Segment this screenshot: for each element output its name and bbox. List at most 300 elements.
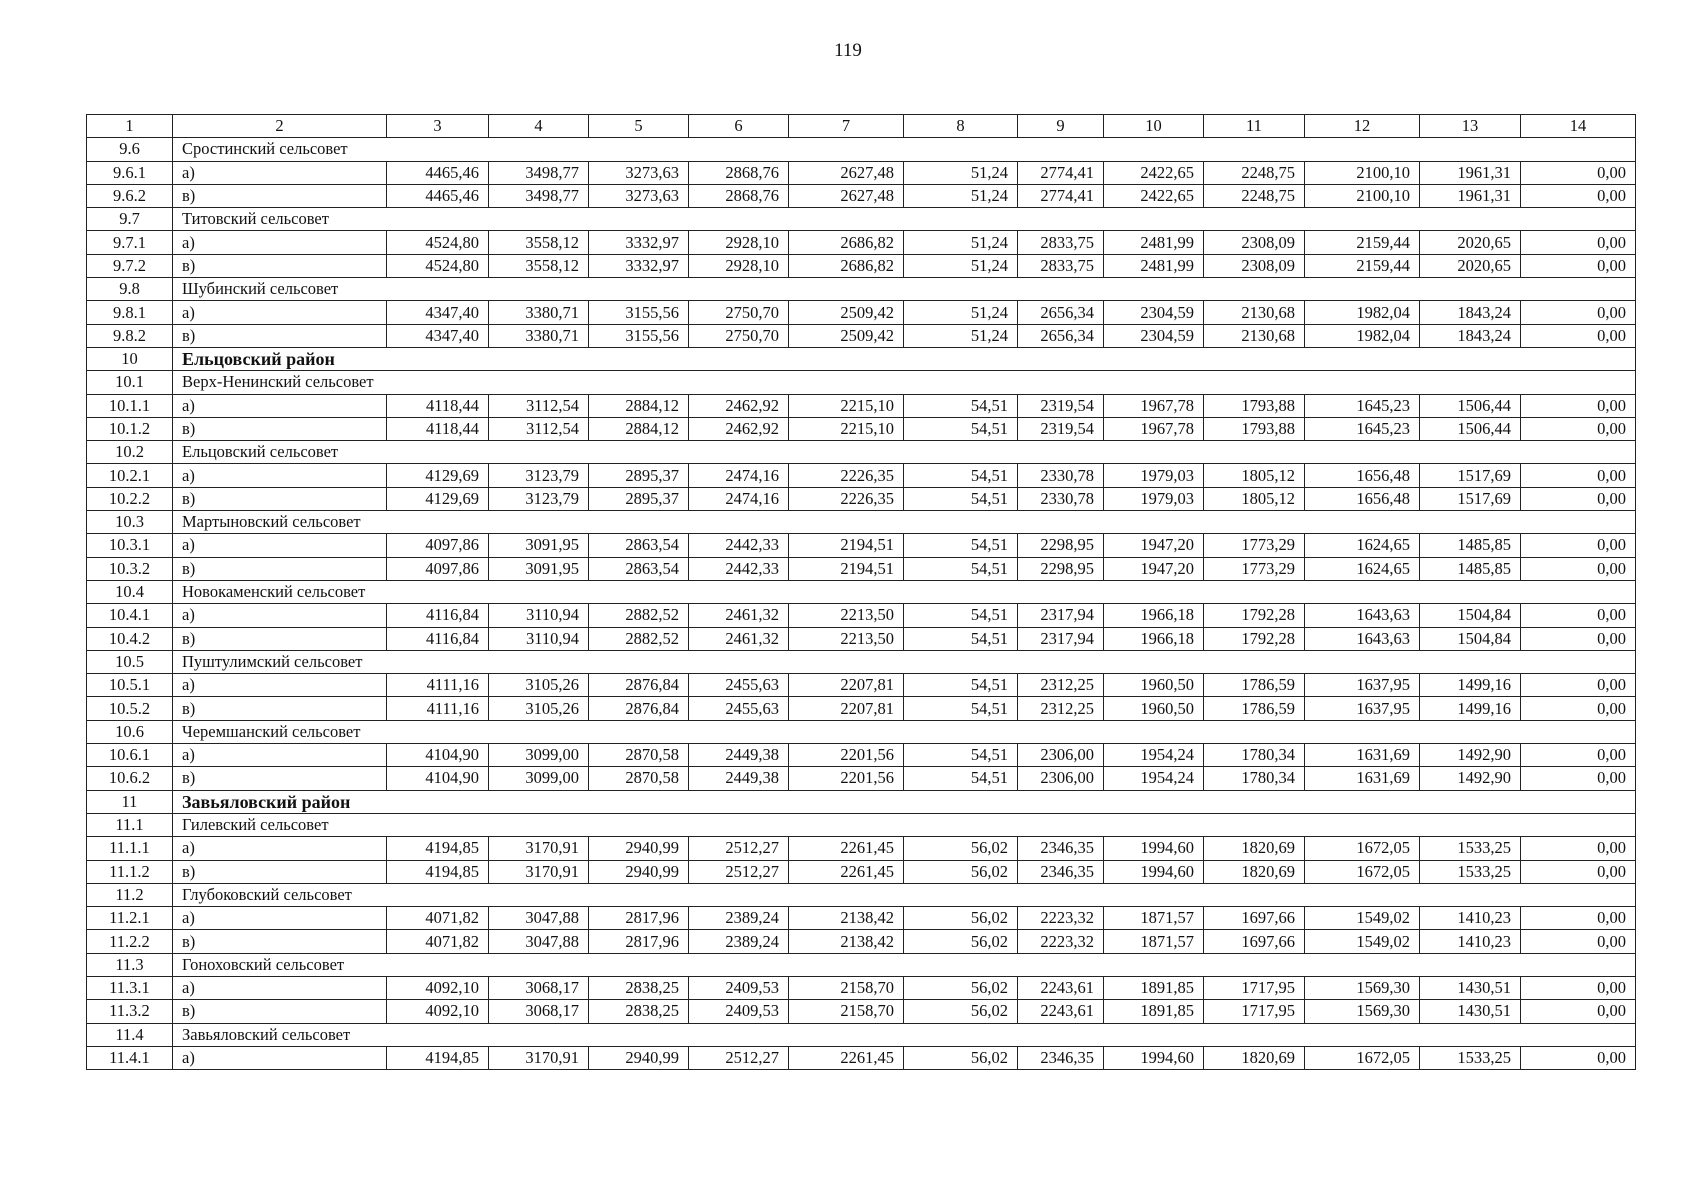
value-cell: 2312,25 [1018, 697, 1104, 720]
value-cell: 4071,82 [387, 907, 489, 930]
row-code: 9.8 [87, 278, 173, 301]
table-row [87, 697, 1636, 720]
value-cell: 2876,84 [589, 674, 689, 697]
value-cell: 54,51 [904, 767, 1018, 790]
value-cell: 1979,03 [1104, 487, 1204, 510]
value-cell: 56,02 [904, 930, 1018, 953]
value-cell: 4465,46 [387, 161, 489, 184]
value-cell: 2100,10 [1305, 184, 1420, 207]
row-label: в) [173, 324, 387, 347]
value-cell: 1430,51 [1420, 976, 1521, 999]
value-cell: 2223,32 [1018, 907, 1104, 930]
column-header: 13 [1420, 115, 1521, 138]
value-cell: 2317,94 [1018, 604, 1104, 627]
value-cell: 2319,54 [1018, 394, 1104, 417]
value-cell: 1533,25 [1420, 860, 1521, 883]
value-cell: 1843,24 [1420, 324, 1521, 347]
value-cell: 2346,35 [1018, 860, 1104, 883]
value-cell: 2627,48 [789, 184, 904, 207]
value-cell: 2215,10 [789, 417, 904, 440]
section-name: Шубинский сельсовет [173, 278, 1636, 301]
value-cell: 1506,44 [1420, 417, 1521, 440]
value-cell: 3110,94 [489, 604, 589, 627]
value-cell: 2455,63 [689, 697, 789, 720]
value-cell: 54,51 [904, 744, 1018, 767]
value-cell: 3091,95 [489, 534, 589, 557]
value-cell: 0,00 [1521, 487, 1636, 510]
row-code: 10.1 [87, 371, 173, 394]
row-code: 10.1.2 [87, 417, 173, 440]
row-code: 11.3.2 [87, 1000, 173, 1023]
value-cell: 2461,32 [689, 604, 789, 627]
value-cell: 54,51 [904, 557, 1018, 580]
value-cell: 2020,65 [1420, 254, 1521, 277]
value-cell: 1506,44 [1420, 394, 1521, 417]
value-cell: 4347,40 [387, 324, 489, 347]
table-row [87, 254, 1636, 277]
value-cell: 2312,25 [1018, 674, 1104, 697]
column-header: 1 [87, 115, 173, 138]
value-cell: 1960,50 [1104, 697, 1204, 720]
section-name: Верх-Ненинский сельсовет [173, 371, 1636, 394]
value-cell: 3155,56 [589, 324, 689, 347]
value-cell: 54,51 [904, 674, 1018, 697]
value-cell: 1643,63 [1305, 604, 1420, 627]
table-row [87, 767, 1636, 790]
value-cell: 2159,44 [1305, 254, 1420, 277]
row-code: 10.6.2 [87, 767, 173, 790]
value-cell: 2884,12 [589, 417, 689, 440]
section-name: Черемшанский сельсовет [173, 720, 1636, 743]
value-cell: 4116,84 [387, 604, 489, 627]
value-cell: 2130,68 [1204, 324, 1305, 347]
value-cell: 3112,54 [489, 417, 589, 440]
value-cell: 1967,78 [1104, 394, 1204, 417]
value-cell: 2308,09 [1204, 254, 1305, 277]
section-name: Завьяловский сельсовет [173, 1023, 1636, 1046]
value-cell: 1637,95 [1305, 697, 1420, 720]
row-code: 10.6.1 [87, 744, 173, 767]
row-label: в) [173, 557, 387, 580]
row-label: а) [173, 976, 387, 999]
value-cell: 4347,40 [387, 301, 489, 324]
value-cell: 2509,42 [789, 324, 904, 347]
value-cell: 2306,00 [1018, 744, 1104, 767]
value-cell: 1843,24 [1420, 301, 1521, 324]
value-cell: 51,24 [904, 184, 1018, 207]
section-row [87, 511, 1636, 534]
page-number: 119 [834, 40, 862, 61]
table-row [87, 907, 1636, 930]
value-cell: 2319,54 [1018, 417, 1104, 440]
value-cell: 3112,54 [489, 394, 589, 417]
value-cell: 2207,81 [789, 697, 904, 720]
value-cell: 1947,20 [1104, 557, 1204, 580]
value-cell: 2449,38 [689, 767, 789, 790]
value-cell: 2895,37 [589, 487, 689, 510]
row-code: 11.2 [87, 883, 173, 906]
value-cell: 1410,23 [1420, 907, 1521, 930]
row-code: 11.1.1 [87, 837, 173, 860]
value-cell: 2243,61 [1018, 1000, 1104, 1023]
row-code: 11.2.1 [87, 907, 173, 930]
value-cell: 1549,02 [1305, 907, 1420, 930]
tariff-table [86, 114, 1636, 1070]
value-cell: 2686,82 [789, 254, 904, 277]
table-header-row [87, 115, 1636, 138]
row-code: 10.3.1 [87, 534, 173, 557]
value-cell: 0,00 [1521, 697, 1636, 720]
value-cell: 0,00 [1521, 184, 1636, 207]
value-cell: 1624,65 [1305, 557, 1420, 580]
value-cell: 0,00 [1521, 767, 1636, 790]
value-cell: 1967,78 [1104, 417, 1204, 440]
value-cell: 2223,32 [1018, 930, 1104, 953]
value-cell: 2346,35 [1018, 1046, 1104, 1069]
column-header: 2 [173, 115, 387, 138]
value-cell: 2627,48 [789, 161, 904, 184]
value-cell: 1871,57 [1104, 930, 1204, 953]
value-cell: 2870,58 [589, 767, 689, 790]
district-row [87, 347, 1636, 370]
section-name: Титовский сельсовет [173, 208, 1636, 231]
row-code: 11 [87, 790, 173, 813]
table-row [87, 744, 1636, 767]
value-cell: 4104,90 [387, 744, 489, 767]
row-code: 10.6 [87, 720, 173, 743]
row-label: а) [173, 744, 387, 767]
value-cell: 2100,10 [1305, 161, 1420, 184]
value-cell: 1805,12 [1204, 464, 1305, 487]
value-cell: 2330,78 [1018, 487, 1104, 510]
value-cell: 1780,34 [1204, 767, 1305, 790]
column-header: 8 [904, 115, 1018, 138]
value-cell: 0,00 [1521, 324, 1636, 347]
value-cell: 1631,69 [1305, 744, 1420, 767]
value-cell: 2686,82 [789, 231, 904, 254]
value-cell: 1961,31 [1420, 161, 1521, 184]
value-cell: 2940,99 [589, 860, 689, 883]
value-cell: 0,00 [1521, 394, 1636, 417]
district-row [87, 790, 1636, 813]
value-cell: 1624,65 [1305, 534, 1420, 557]
value-cell: 1485,85 [1420, 557, 1521, 580]
section-name: Гилевский сельсовет [173, 813, 1636, 836]
table-row [87, 604, 1636, 627]
section-row [87, 580, 1636, 603]
section-row [87, 720, 1636, 743]
row-label: в) [173, 860, 387, 883]
column-header: 12 [1305, 115, 1420, 138]
value-cell: 1485,85 [1420, 534, 1521, 557]
value-cell: 2306,00 [1018, 767, 1104, 790]
column-header: 11 [1204, 115, 1305, 138]
value-cell: 1820,69 [1204, 837, 1305, 860]
value-cell: 2884,12 [589, 394, 689, 417]
row-label: а) [173, 231, 387, 254]
value-cell: 2422,65 [1104, 184, 1204, 207]
row-code: 9.7.1 [87, 231, 173, 254]
table-row [87, 1000, 1636, 1023]
table-row [87, 557, 1636, 580]
value-cell: 1569,30 [1305, 976, 1420, 999]
value-cell: 2330,78 [1018, 464, 1104, 487]
row-label: в) [173, 254, 387, 277]
table-row [87, 231, 1636, 254]
value-cell: 3558,12 [489, 254, 589, 277]
value-cell: 3273,63 [589, 161, 689, 184]
row-label: в) [173, 627, 387, 650]
row-code: 10.2.2 [87, 487, 173, 510]
value-cell: 1645,23 [1305, 417, 1420, 440]
table-row [87, 627, 1636, 650]
value-cell: 1631,69 [1305, 767, 1420, 790]
value-cell: 1994,60 [1104, 860, 1204, 883]
row-label: а) [173, 464, 387, 487]
value-cell: 1820,69 [1204, 1046, 1305, 1069]
value-cell: 3068,17 [489, 976, 589, 999]
row-code: 9.6.1 [87, 161, 173, 184]
value-cell: 4524,80 [387, 254, 489, 277]
value-cell: 2455,63 [689, 674, 789, 697]
value-cell: 1793,88 [1204, 394, 1305, 417]
value-cell: 1891,85 [1104, 1000, 1204, 1023]
row-code: 10.3 [87, 511, 173, 534]
value-cell: 2868,76 [689, 184, 789, 207]
section-name: Новокаменский сельсовет [173, 580, 1636, 603]
value-cell: 2882,52 [589, 604, 689, 627]
row-code: 10.4 [87, 580, 173, 603]
value-cell: 4097,86 [387, 557, 489, 580]
value-cell: 0,00 [1521, 837, 1636, 860]
value-cell: 2409,53 [689, 976, 789, 999]
value-cell: 2474,16 [689, 464, 789, 487]
value-cell: 1645,23 [1305, 394, 1420, 417]
value-cell: 1994,60 [1104, 1046, 1204, 1069]
value-cell: 1492,90 [1420, 767, 1521, 790]
value-cell: 2928,10 [689, 231, 789, 254]
row-code: 10.4.1 [87, 604, 173, 627]
row-code: 11.4.1 [87, 1046, 173, 1069]
value-cell: 1954,24 [1104, 744, 1204, 767]
table-row [87, 417, 1636, 440]
section-name: Пуштулимский сельсовет [173, 650, 1636, 673]
value-cell: 1533,25 [1420, 1046, 1521, 1069]
value-cell: 51,24 [904, 161, 1018, 184]
value-cell: 2895,37 [589, 464, 689, 487]
value-cell: 4111,16 [387, 697, 489, 720]
value-cell: 1672,05 [1305, 860, 1420, 883]
value-cell: 2442,33 [689, 534, 789, 557]
value-cell: 1656,48 [1305, 464, 1420, 487]
value-cell: 2817,96 [589, 907, 689, 930]
value-cell: 2213,50 [789, 604, 904, 627]
value-cell: 0,00 [1521, 1046, 1636, 1069]
row-label: а) [173, 394, 387, 417]
value-cell: 2261,45 [789, 1046, 904, 1069]
value-cell: 2863,54 [589, 534, 689, 557]
value-cell: 4116,84 [387, 627, 489, 650]
table-row [87, 976, 1636, 999]
value-cell: 2346,35 [1018, 837, 1104, 860]
value-cell: 2213,50 [789, 627, 904, 650]
value-cell: 1504,84 [1420, 627, 1521, 650]
value-cell: 3099,00 [489, 767, 589, 790]
value-cell: 2817,96 [589, 930, 689, 953]
value-cell: 2020,65 [1420, 231, 1521, 254]
value-cell: 2481,99 [1104, 254, 1204, 277]
section-name: Гоноховский сельсовет [173, 953, 1636, 976]
column-header: 14 [1521, 115, 1636, 138]
value-cell: 54,51 [904, 487, 1018, 510]
value-cell: 56,02 [904, 1000, 1018, 1023]
value-cell: 1517,69 [1420, 464, 1521, 487]
value-cell: 1820,69 [1204, 860, 1305, 883]
value-cell: 1410,23 [1420, 930, 1521, 953]
value-cell: 3091,95 [489, 557, 589, 580]
value-cell: 2940,99 [589, 837, 689, 860]
value-cell: 2317,94 [1018, 627, 1104, 650]
table-row [87, 930, 1636, 953]
value-cell: 1499,16 [1420, 674, 1521, 697]
value-cell: 2243,61 [1018, 976, 1104, 999]
value-cell: 2207,81 [789, 674, 904, 697]
table-row [87, 1046, 1636, 1069]
row-code: 11.1 [87, 813, 173, 836]
table-row [87, 464, 1636, 487]
value-cell: 2512,27 [689, 860, 789, 883]
value-cell: 3047,88 [489, 930, 589, 953]
value-cell: 2833,75 [1018, 254, 1104, 277]
value-cell: 3099,00 [489, 744, 589, 767]
value-cell: 2870,58 [589, 744, 689, 767]
value-cell: 1982,04 [1305, 301, 1420, 324]
column-header: 7 [789, 115, 904, 138]
value-cell: 1672,05 [1305, 1046, 1420, 1069]
value-cell: 1717,95 [1204, 976, 1305, 999]
row-code: 11.3 [87, 953, 173, 976]
value-cell: 54,51 [904, 464, 1018, 487]
value-cell: 4524,80 [387, 231, 489, 254]
value-cell: 2194,51 [789, 534, 904, 557]
value-cell: 1773,29 [1204, 557, 1305, 580]
value-cell: 2389,24 [689, 907, 789, 930]
value-cell: 1637,95 [1305, 674, 1420, 697]
value-cell: 4111,16 [387, 674, 489, 697]
value-cell: 2656,34 [1018, 301, 1104, 324]
value-cell: 2474,16 [689, 487, 789, 510]
value-cell: 0,00 [1521, 557, 1636, 580]
value-cell: 4071,82 [387, 930, 489, 953]
value-cell: 0,00 [1521, 534, 1636, 557]
value-cell: 2863,54 [589, 557, 689, 580]
section-row [87, 278, 1636, 301]
value-cell: 54,51 [904, 394, 1018, 417]
value-cell: 3170,91 [489, 1046, 589, 1069]
value-cell: 2248,75 [1204, 161, 1305, 184]
value-cell: 2158,70 [789, 976, 904, 999]
value-cell: 2409,53 [689, 1000, 789, 1023]
row-label: а) [173, 907, 387, 930]
value-cell: 3105,26 [489, 674, 589, 697]
value-cell: 4194,85 [387, 837, 489, 860]
value-cell: 2449,38 [689, 744, 789, 767]
value-cell: 2298,95 [1018, 534, 1104, 557]
value-cell: 4092,10 [387, 1000, 489, 1023]
row-code: 9.8.2 [87, 324, 173, 347]
row-label: а) [173, 604, 387, 627]
value-cell: 1499,16 [1420, 697, 1521, 720]
value-cell: 2304,59 [1104, 324, 1204, 347]
row-code: 9.6.2 [87, 184, 173, 207]
value-cell: 1643,63 [1305, 627, 1420, 650]
value-cell: 0,00 [1521, 744, 1636, 767]
value-cell: 0,00 [1521, 930, 1636, 953]
value-cell: 1960,50 [1104, 674, 1204, 697]
value-cell: 2838,25 [589, 1000, 689, 1023]
row-label: в) [173, 417, 387, 440]
value-cell: 0,00 [1521, 860, 1636, 883]
value-cell: 3332,97 [589, 231, 689, 254]
value-cell: 2389,24 [689, 930, 789, 953]
value-cell: 2512,27 [689, 1046, 789, 1069]
value-cell: 2928,10 [689, 254, 789, 277]
value-cell: 1656,48 [1305, 487, 1420, 510]
value-cell: 2226,35 [789, 464, 904, 487]
table-row [87, 487, 1636, 510]
value-cell: 56,02 [904, 837, 1018, 860]
value-cell: 1966,18 [1104, 604, 1204, 627]
value-cell: 54,51 [904, 534, 1018, 557]
value-cell: 2876,84 [589, 697, 689, 720]
value-cell: 54,51 [904, 417, 1018, 440]
row-code: 10.3.2 [87, 557, 173, 580]
value-cell: 2138,42 [789, 907, 904, 930]
value-cell: 1961,31 [1420, 184, 1521, 207]
column-header: 3 [387, 115, 489, 138]
row-code: 10.5.1 [87, 674, 173, 697]
value-cell: 0,00 [1521, 301, 1636, 324]
value-cell: 56,02 [904, 1046, 1018, 1069]
value-cell: 1786,59 [1204, 674, 1305, 697]
value-cell: 1672,05 [1305, 837, 1420, 860]
value-cell: 1517,69 [1420, 487, 1521, 510]
value-cell: 4118,44 [387, 417, 489, 440]
section-name: Сростинский сельсовет [173, 138, 1636, 161]
value-cell: 3068,17 [489, 1000, 589, 1023]
value-cell: 2248,75 [1204, 184, 1305, 207]
value-cell: 3498,77 [489, 184, 589, 207]
value-cell: 1780,34 [1204, 744, 1305, 767]
row-label: а) [173, 837, 387, 860]
table-row [87, 860, 1636, 883]
district-name: Завьяловский район [173, 790, 1636, 813]
row-code: 9.7.2 [87, 254, 173, 277]
value-cell: 1697,66 [1204, 907, 1305, 930]
value-cell: 2226,35 [789, 487, 904, 510]
table-row [87, 301, 1636, 324]
table-row [87, 674, 1636, 697]
value-cell: 1549,02 [1305, 930, 1420, 953]
value-cell: 3273,63 [589, 184, 689, 207]
value-cell: 2422,65 [1104, 161, 1204, 184]
value-cell: 2750,70 [689, 324, 789, 347]
value-cell: 1891,85 [1104, 976, 1204, 999]
value-cell: 2304,59 [1104, 301, 1204, 324]
value-cell: 2838,25 [589, 976, 689, 999]
row-code: 11.2.2 [87, 930, 173, 953]
value-cell: 1430,51 [1420, 1000, 1521, 1023]
